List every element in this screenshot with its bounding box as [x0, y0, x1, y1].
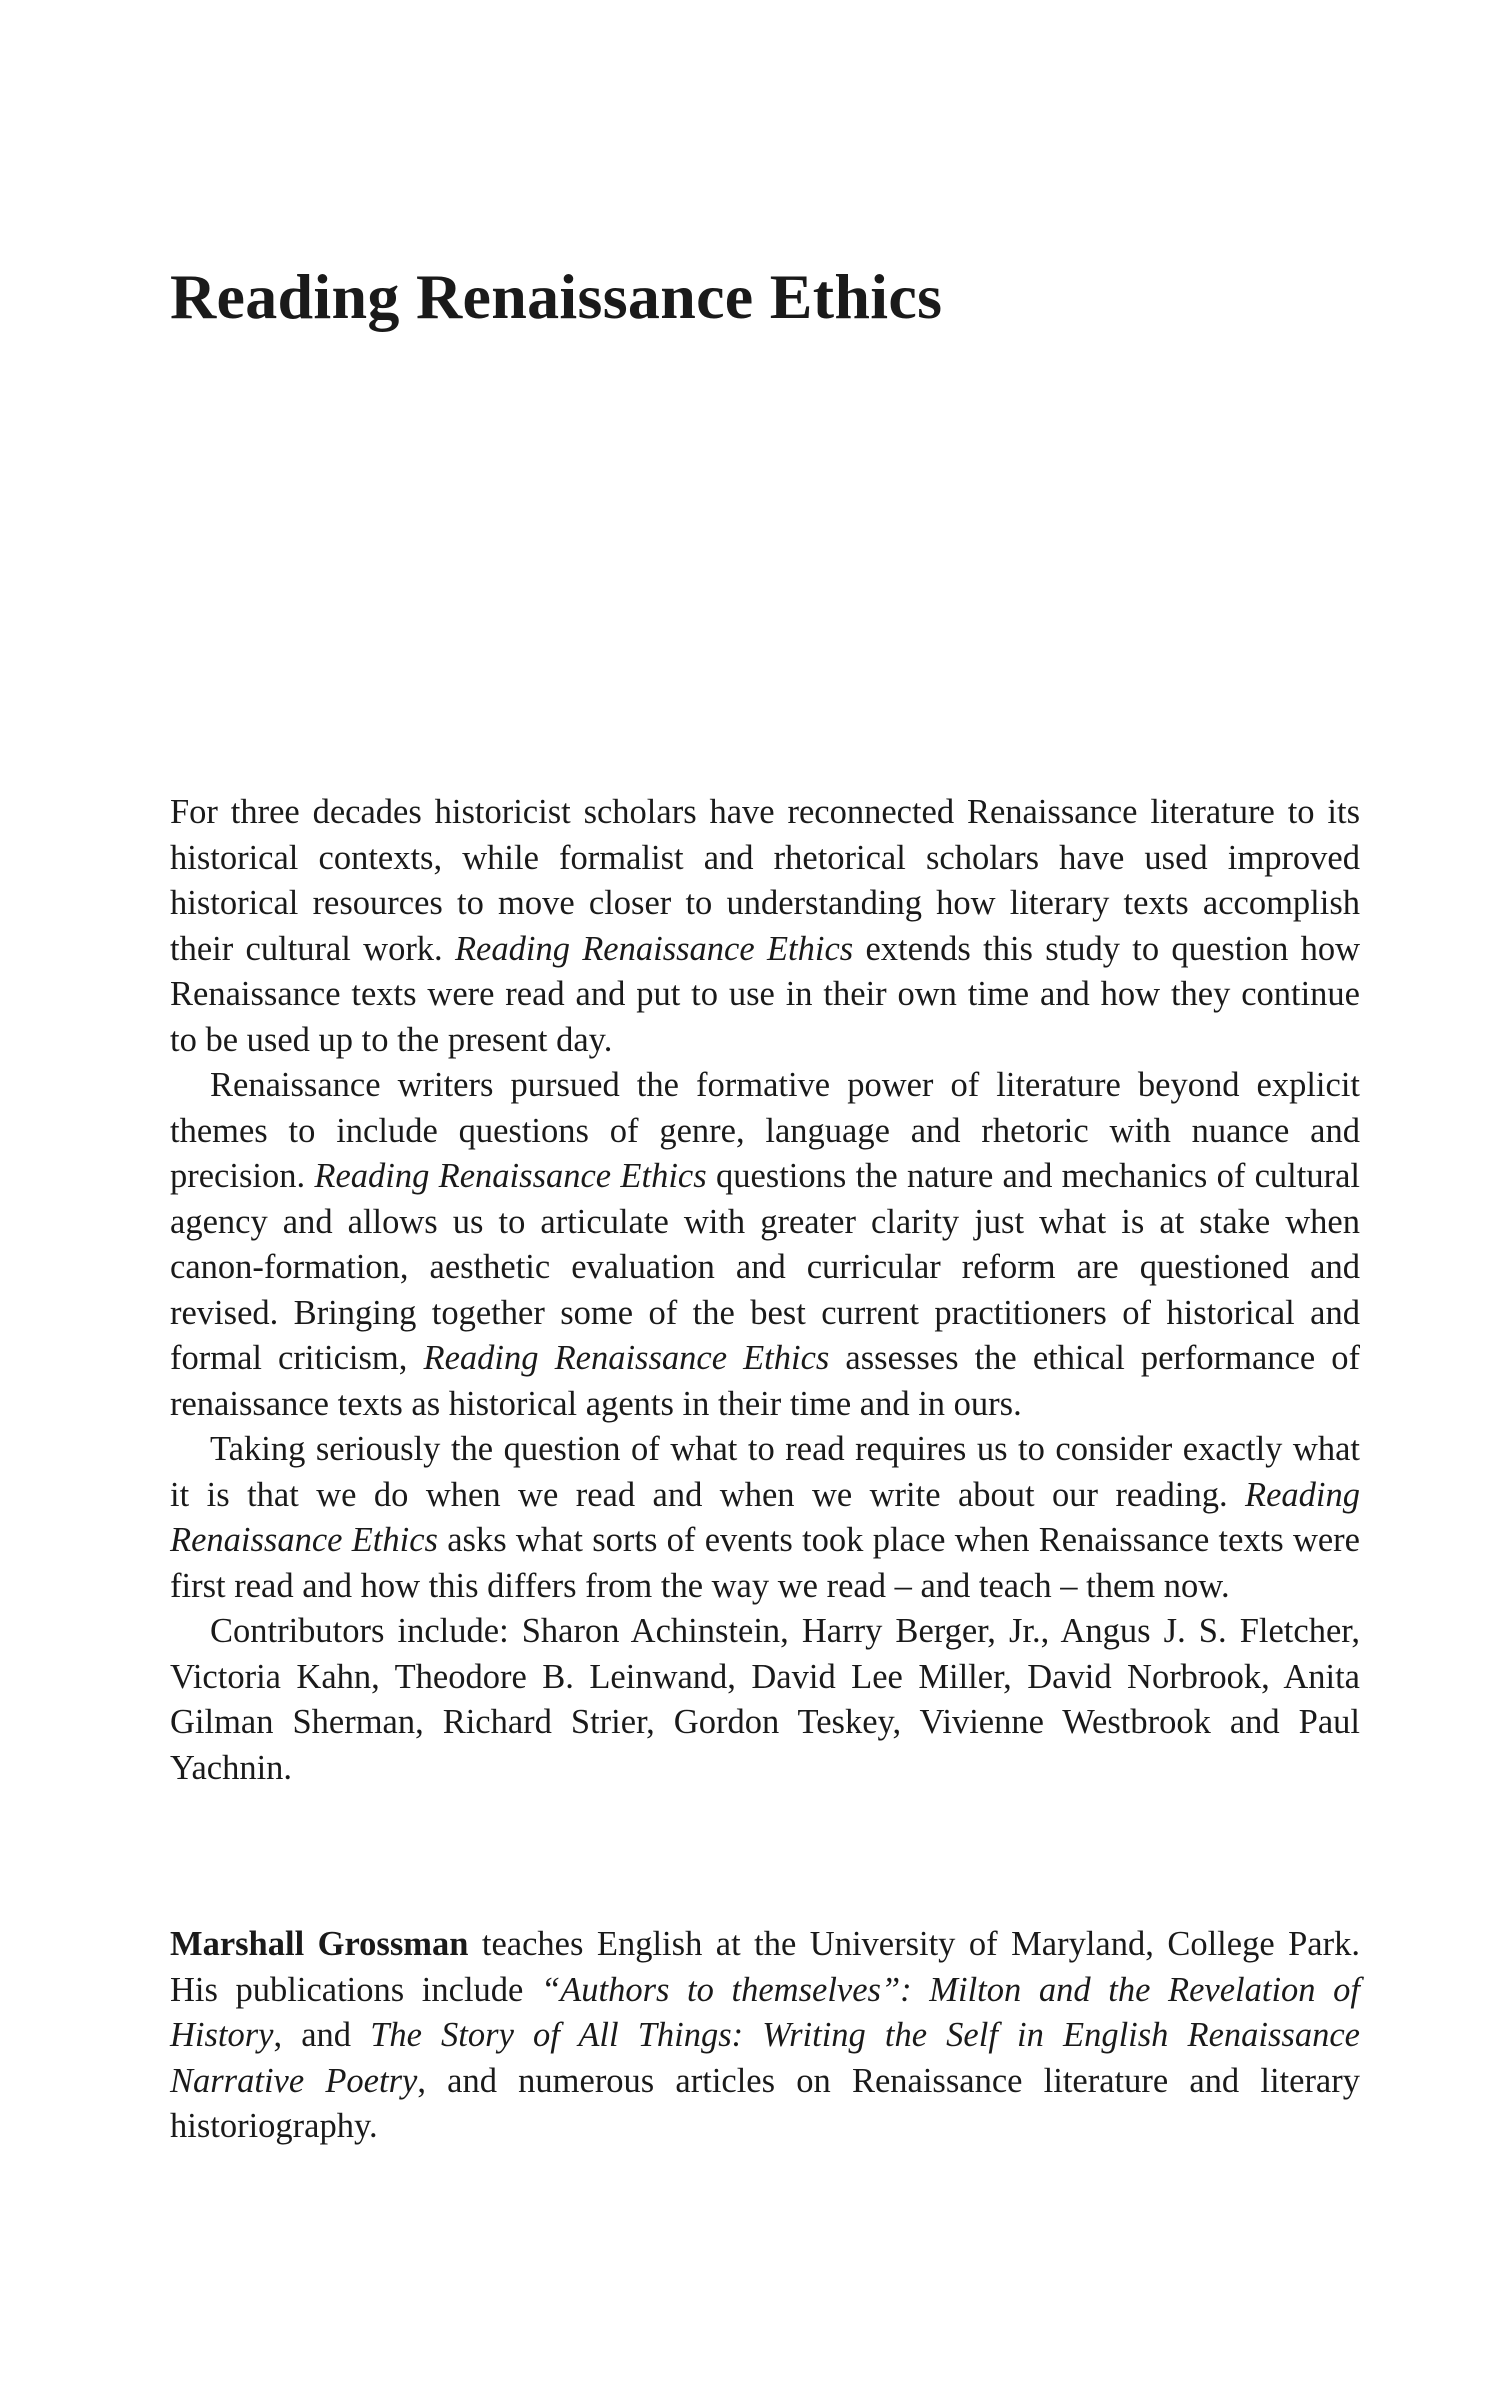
paragraph-text: assesses the ethical performance of renaissance texts as historical agents in their time and in ours.: [170, 1339, 1361, 1423]
paragraph-text: questions the nature and mechanics of cultural agency and allows us to articulate with greater clarity just what is at stake when canon-formation, aesthetic evaluation and curricular reform are questioned and revised. Bringing together some of the best current practitioners of historical and formal criticism,: [170, 1157, 1360, 1377]
author-bio: [170, 1922, 1360, 2150]
bio-text: , and: [273, 2016, 371, 2054]
author-bio-paragraph: [170, 1922, 1360, 2150]
page-title: Reading Renaissance Ethics: [170, 261, 943, 332]
book-title-reference: Reading Renaissance Ethics: [423, 1339, 830, 1377]
paragraph-text: Renaissance writers pursued the formative power of literature beyond explicit themes to include questions of genre, language and rhetoric with nuance and precision.: [170, 1066, 1360, 1195]
paragraph-text: Taking seriously the question of what to read requires us to consider exactly what it is that we do when we read and when we write about our reading.: [170, 1430, 1360, 1514]
publication-title: “Authors to themselves”: Milton and the Revelation of History: [170, 1970, 1360, 2054]
bio-text: teaches English at the University of Maryland, College Park. His publications include: [170, 1925, 1360, 2009]
description-paragraph-2: [170, 1063, 1360, 1427]
paragraph-text: For three decades historicist scholars have reconnected Renaissance literature to its historical contexts, while formalist and rhetorical scholars have used improved historical resources to move closer to understanding how literary texts accomplish their cultural work.: [170, 793, 1360, 968]
book-description: [170, 790, 1360, 1791]
book-title-reference: Reading Renaissance Ethics: [454, 929, 854, 968]
contributors-paragraph: Contributors include: Sharon Achinstein, Harry Berger, Jr., Angus J. S. Fletcher, Victoria Kahn, Theodore B. Leinwand, David Lee Miller, David Norbrook, Anita Gilman Sherman, Richard Strier, Gordon Teskey, Vivienne Westbrook and Paul Yachnin.: [170, 1612, 1360, 1787]
book-title-reference: Reading Renaissance Ethics: [170, 1475, 1360, 1559]
description-paragraph-1: [170, 790, 1360, 1063]
author-name: Marshall Grossman: [170, 1925, 469, 1963]
bio-text: , and numerous articles on Renaissance literature and literary historiography.: [170, 2061, 1360, 2145]
paragraph-text: extends this study to question how Renaissance texts were read and put to use in their own time and how they continue to be used up to the present day.: [170, 929, 1361, 1059]
book-title-reference: Reading Renaissance Ethics: [314, 1157, 707, 1195]
description-paragraph-3: [170, 1427, 1360, 1609]
publication-title: The Story of All Things: Writing the Self in English Renaissance Narrative Poetry: [170, 2016, 1360, 2100]
paragraph-text: asks what sorts of events took place when Renaissance texts were first read and how this differs from the way we read – and teach – them now.: [170, 1521, 1360, 1605]
